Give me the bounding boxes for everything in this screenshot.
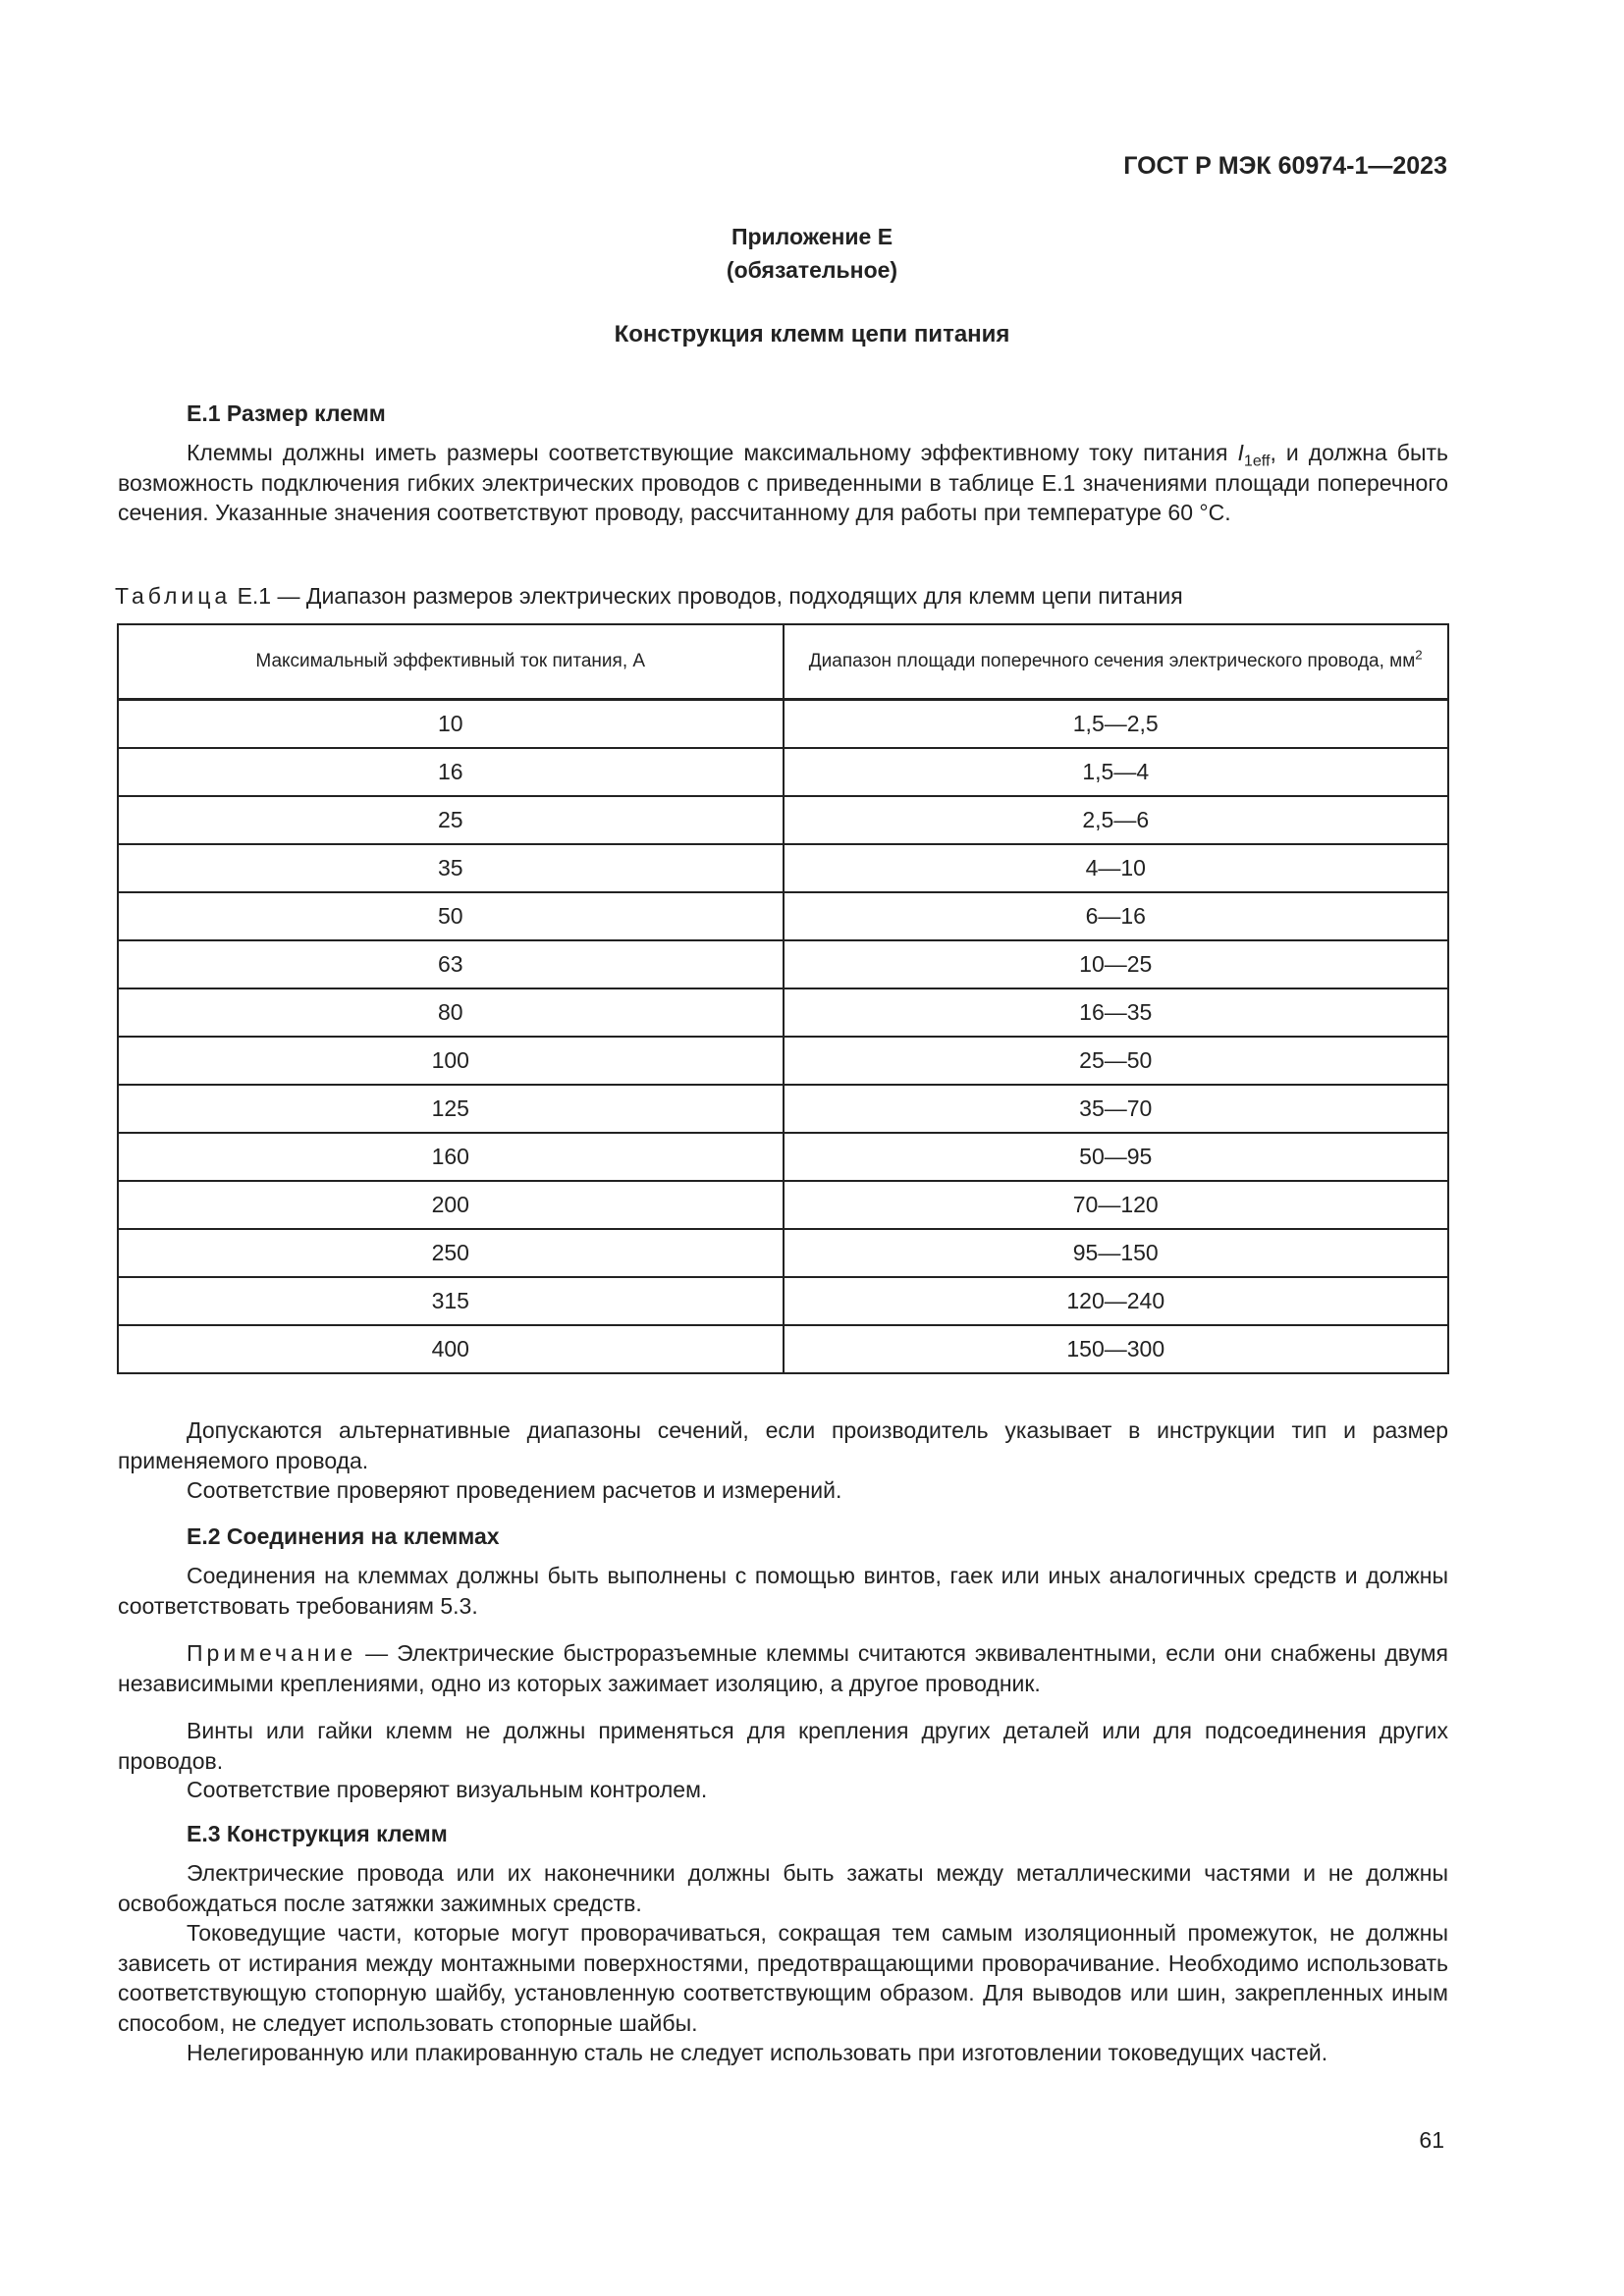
table-row	[118, 1181, 1448, 1229]
table-cell-range: 1,5—2,5	[784, 700, 1449, 749]
table-row	[118, 844, 1448, 892]
table-row	[118, 1133, 1448, 1181]
table-cell-current: 200	[118, 1181, 784, 1229]
compliance-visual-paragraph: Соответствие проверяют визуальным контролем.	[187, 1777, 708, 1802]
table-cell-range: 120—240	[784, 1277, 1449, 1325]
table-caption-prefix: Таблица	[115, 583, 232, 609]
table-header-range	[784, 624, 1449, 700]
table-cell-range: 35—70	[784, 1085, 1449, 1133]
table-row	[118, 940, 1448, 988]
table-header-range-text: Диапазон площади поперечного сечения электрического провода, мм	[808, 651, 1416, 671]
table-cell-current: 10	[118, 700, 784, 749]
table-cell-range: 4—10	[784, 844, 1449, 892]
table-cell-range: 1,5—4	[784, 748, 1449, 796]
table-header-range-sup: 2	[1415, 647, 1423, 663]
table-cell-current: 315	[118, 1277, 784, 1325]
table-cell-range: 16—35	[784, 988, 1449, 1037]
table-header-row	[118, 624, 1448, 700]
table-row	[118, 892, 1448, 940]
annex-status: (обязательное)	[726, 257, 898, 283]
compliance-calc-paragraph: Соответствие проверяют проведением расчетов и измерений.	[187, 1477, 842, 1503]
table-cell-range: 10—25	[784, 940, 1449, 988]
table-caption-text: Е.1 — Диапазон размеров электрических проводов, подходящих для клемм цепи питания	[231, 583, 1183, 609]
table-row	[118, 796, 1448, 844]
table-cell-range: 50—95	[784, 1133, 1449, 1181]
table-row	[118, 748, 1448, 796]
table-cell-current: 400	[118, 1325, 784, 1373]
main-title: Конструкция клемм цепи питания	[614, 321, 1010, 347]
table-row	[118, 1229, 1448, 1277]
section-e1-text-b: , и должна быть возможность подключения гибких электрических проводов с приведенными в таблице Е.1 значениями площади поперечного сечения. Указанные значения соответствуют проводу, рассчитанному для работы при температуре 60 °С.	[118, 440, 1449, 525]
table-cell-current: 25	[118, 796, 784, 844]
table-cell-current: 50	[118, 892, 784, 940]
table-cell-range: 6—16	[784, 892, 1449, 940]
section-e3-paragraph-2: Токоведущие части, которые могут проворачиваться, сокращая тем самым изоляционный промежуток, не должны зависеть от истирания между монтажными поверхностями, предотвращающими проворачивание. Необходимо использовать соответствующую стопорную шайбу, установленную соответствующим образом. Для выводов или шин, закрепленных иным способом, не следует использовать стопорные шайбы.	[118, 1920, 1448, 2036]
section-e2-heading: Е.2 Соединения на клеммах	[187, 1523, 500, 1549]
table-cell-range: 150—300	[784, 1325, 1449, 1373]
table-cell-range: 95—150	[784, 1229, 1449, 1277]
section-e1-heading: Е.1 Размер клемм	[187, 400, 386, 426]
page-number: 61	[1419, 2127, 1444, 2153]
table-cell-current: 35	[118, 844, 784, 892]
section-e1-text-a: Клеммы должны иметь размеры соответствующие максимальному эффективному току питания	[187, 440, 1238, 465]
table-cell-range: 25—50	[784, 1037, 1449, 1085]
standard-code: ГОСТ Р МЭК 60974-1—2023	[1123, 152, 1447, 180]
section-e1-paragraph	[118, 438, 1448, 528]
current-subscript: 1eff	[1243, 452, 1271, 470]
section-e3-paragraph-3: Нелегированную или плакированную сталь не следует использовать при изготовлении токоведущих частей.	[187, 2040, 1328, 2065]
note-paragraph	[118, 1638, 1448, 1698]
table-row	[118, 1037, 1448, 1085]
table-cell-current: 250	[118, 1229, 784, 1277]
table-cell-range: 2,5—6	[784, 796, 1449, 844]
table-row	[118, 1325, 1448, 1373]
table-row	[118, 1277, 1448, 1325]
alternative-ranges-paragraph: Допускаются альтернативные диапазоны сечений, если производитель указывает в инструкции тип и размер применяемого провода.	[118, 1417, 1448, 1473]
table-row	[118, 988, 1448, 1037]
table-row	[118, 1085, 1448, 1133]
screws-paragraph: Винты или гайки клемм не должны применяться для крепления других деталей или для подсоединения других проводов.	[118, 1718, 1448, 1774]
table-cell-current: 160	[118, 1133, 784, 1181]
annex-title: Приложение Е	[731, 224, 893, 249]
table-caption	[115, 583, 1183, 610]
table-cell-current: 100	[118, 1037, 784, 1085]
table-cell-current: 16	[118, 748, 784, 796]
section-e2-paragraph: Соединения на клеммах должны быть выполнены с помощью винтов, гаек или иных аналогичных средств и должны соответствовать требованиям 5.3.	[118, 1563, 1448, 1619]
table-row	[118, 700, 1448, 749]
note-text: — Электрические быстроразъемные клеммы считаются эквивалентными, если они снабжены двумя независимыми креплениями, одно из которых зажимает изоляцию, а другое проводник.	[118, 1640, 1448, 1696]
table-cell-current: 80	[118, 988, 784, 1037]
table-cell-range: 70—120	[784, 1181, 1449, 1229]
table-cell-current: 63	[118, 940, 784, 988]
wire-size-table	[117, 623, 1449, 1374]
current-symbol: I	[1237, 440, 1244, 465]
section-e3-paragraph-1: Электрические провода или их наконечники должны быть зажаты между металлическими частями и не должны освобождаться после затяжки зажимных средств.	[118, 1860, 1448, 1916]
table-cell-current: 125	[118, 1085, 784, 1133]
note-label: Примечание	[187, 1640, 357, 1666]
table-header-current: Максимальный эффективный ток питания, А	[118, 624, 784, 700]
section-e3-heading: Е.3 Конструкция клемм	[187, 1821, 448, 1846]
